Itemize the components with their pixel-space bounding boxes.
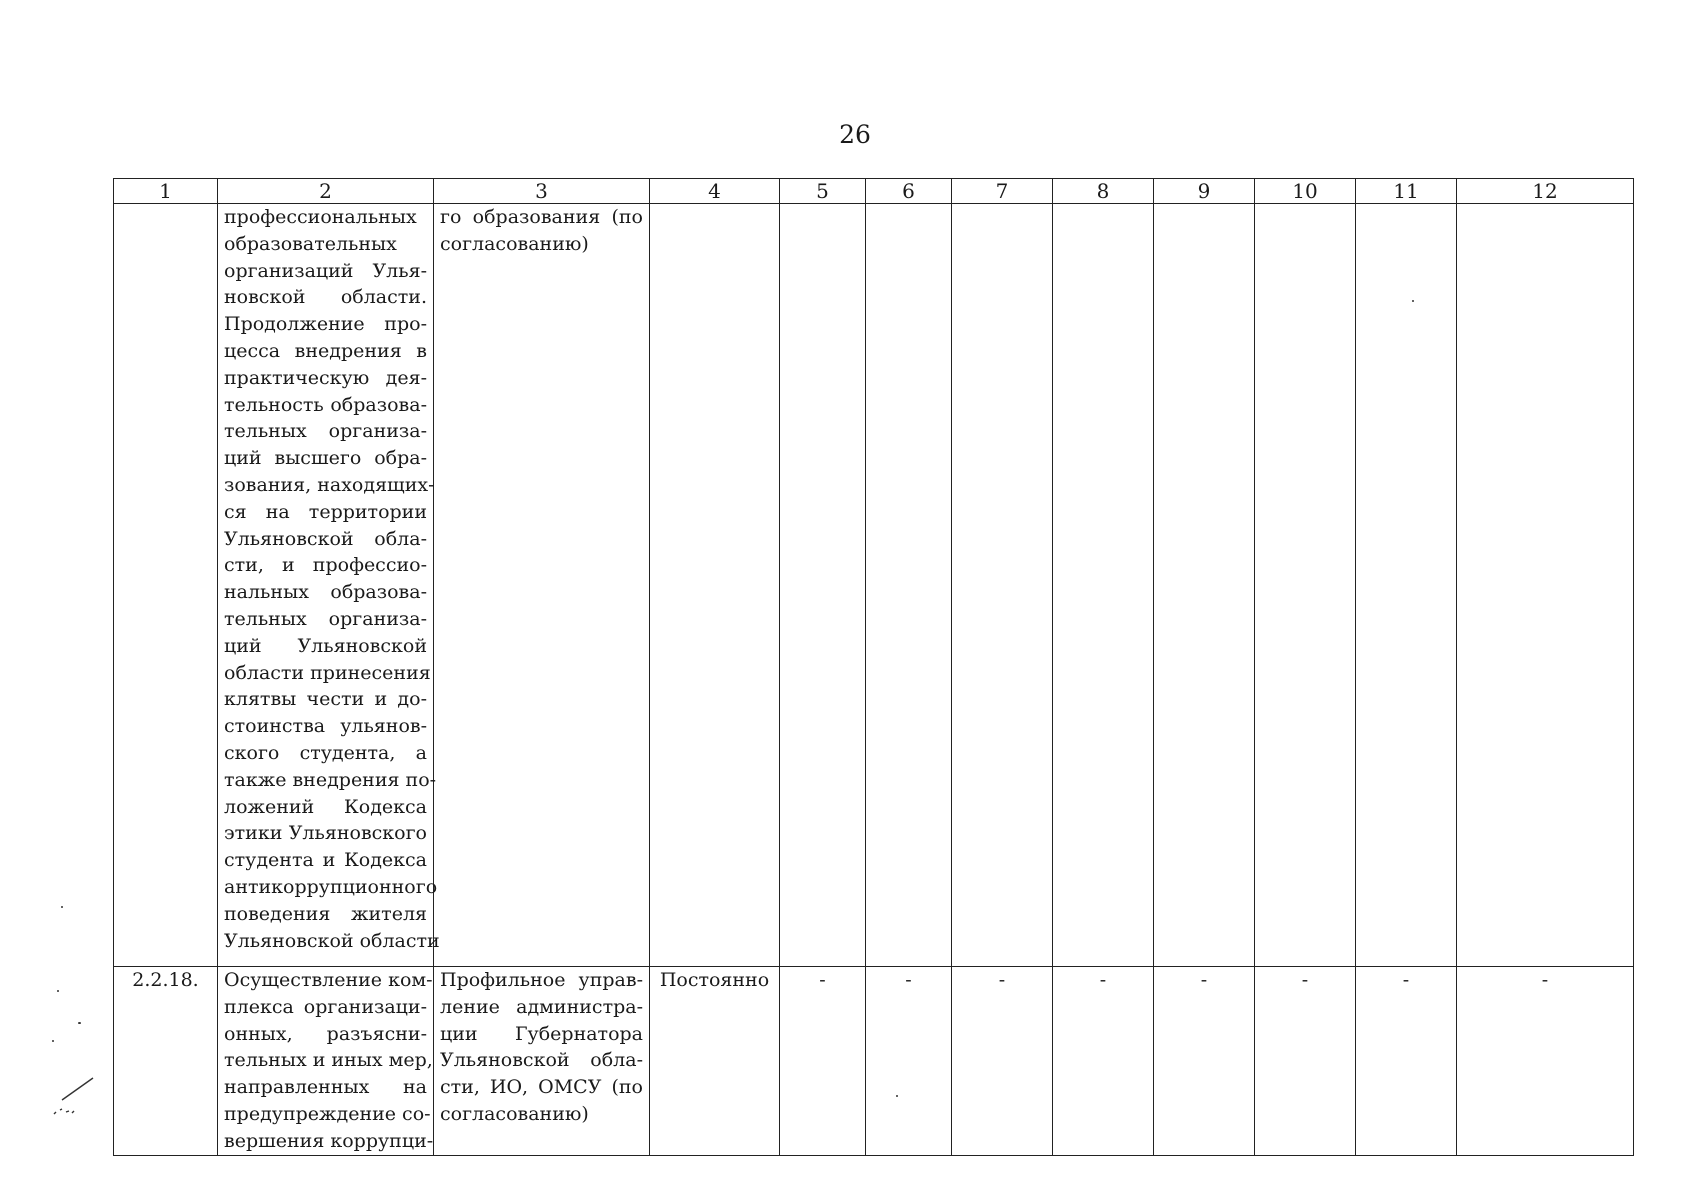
text-line: этики Ульяновского xyxy=(224,822,427,845)
text-line: направленных на xyxy=(224,1076,427,1099)
scan-speck xyxy=(78,1022,81,1024)
empty-cell xyxy=(866,204,952,967)
text-line: сти, и профессио- xyxy=(224,554,427,577)
row-number-cell: 2.2.18. xyxy=(114,967,218,1156)
text-line: плекса организаци- xyxy=(224,995,427,1018)
text-line: антикоррупционного xyxy=(224,875,438,898)
text-line: Осуществление ком- xyxy=(224,969,433,991)
header-cell: 3 xyxy=(434,179,650,204)
scan-speck xyxy=(1412,300,1414,302)
text-line: Продолжение про- xyxy=(224,313,427,336)
empty-cell xyxy=(780,204,866,967)
dash-cell: - xyxy=(1255,967,1356,1156)
row-number-cell xyxy=(114,204,218,967)
dash-cell: - xyxy=(1053,967,1154,1156)
text-line: новской области. xyxy=(224,286,427,309)
empty-cell xyxy=(1053,204,1154,967)
header-cell: 2 xyxy=(218,179,434,204)
text-line: также внедрения по- xyxy=(224,768,437,791)
scan-speck xyxy=(896,1095,898,1097)
text-line: ся на территории xyxy=(224,500,427,523)
text-line: студента и Кодекса xyxy=(224,849,427,872)
table-row-2-2-18 xyxy=(114,967,1634,1156)
deadline-cell: Постоянно xyxy=(650,967,780,1156)
header-cell: 9 xyxy=(1154,179,1255,204)
dash-cell: - xyxy=(866,967,952,1156)
empty-cell xyxy=(1154,204,1255,967)
text-line: ложений Кодекса xyxy=(224,795,427,818)
text-line: профессиональных xyxy=(224,206,417,228)
header-cell: 6 xyxy=(866,179,952,204)
text-line: тельность образова- xyxy=(224,393,427,416)
text-line: тельных организа- xyxy=(224,607,427,630)
scan-speck xyxy=(57,990,59,992)
text-line: ций Ульяновской xyxy=(224,634,427,657)
text-line: Ульяновской области xyxy=(224,929,440,952)
header-cell: 10 xyxy=(1255,179,1356,204)
text-line: ского студента, а xyxy=(224,741,427,764)
text-line: поведения жителя xyxy=(224,902,427,925)
scan-speck xyxy=(61,906,63,908)
measure-description-cell xyxy=(218,204,440,967)
text-line: го образования (по xyxy=(440,206,643,228)
empty-cell xyxy=(650,204,780,967)
text-line: предупреждение со- xyxy=(224,1102,431,1125)
empty-cell xyxy=(1356,204,1457,967)
text-line: зования, находящих- xyxy=(224,473,435,496)
text-line: Профильное управ- xyxy=(440,969,643,991)
text-line: ление администра- xyxy=(440,995,643,1018)
header-cell: 5 xyxy=(780,179,866,204)
empty-cell xyxy=(952,204,1053,967)
text-line: сти, ИО, ОМСУ (по xyxy=(440,1076,643,1099)
text-line: ции Губернатора xyxy=(440,1022,643,1045)
dash-cell: - xyxy=(1154,967,1255,1156)
header-cell: 11 xyxy=(1356,179,1457,204)
responsible-cell xyxy=(434,204,650,967)
text-line: клятвы чести и до- xyxy=(224,688,427,711)
header-cell: 1 xyxy=(114,179,218,204)
text-line: организаций Улья- xyxy=(224,259,427,282)
dash-cell: - xyxy=(780,967,866,1156)
dash-cell: - xyxy=(952,967,1053,1156)
header-cell: 12 xyxy=(1457,179,1634,204)
text-line: вершения коррупци- xyxy=(224,1129,434,1152)
text-line: тельных и иных мер, xyxy=(224,1049,433,1072)
empty-cell xyxy=(1255,204,1356,967)
header-cell: 8 xyxy=(1053,179,1154,204)
text-line: области принесения xyxy=(224,661,431,684)
text-line: образовательных xyxy=(224,232,397,255)
text-line: цесса внедрения в xyxy=(224,339,427,362)
text-line: ций высшего обра- xyxy=(224,447,427,470)
responsible-cell xyxy=(434,967,650,1156)
text-line: стоинства ульянов- xyxy=(224,715,427,738)
text-line: согласованию) xyxy=(440,1102,589,1125)
column-number-header-row xyxy=(114,179,1634,204)
text-line: онных, разъясни- xyxy=(224,1022,427,1045)
header-cell: 7 xyxy=(952,179,1053,204)
text-line: Ульяновской обла- xyxy=(440,1049,643,1072)
text-line: Ульяновской обла- xyxy=(224,527,427,550)
continued-row xyxy=(114,204,1634,967)
text-line: нальных образова- xyxy=(224,581,427,604)
page-number: 26 xyxy=(839,120,871,149)
dash-cell: - xyxy=(1457,967,1634,1156)
text-line: тельных организа- xyxy=(224,420,427,443)
margin-pen-mark xyxy=(48,1070,98,1120)
measure-description-cell xyxy=(218,967,434,1156)
scan-speck xyxy=(52,1040,54,1042)
dash-cell: - xyxy=(1356,967,1457,1156)
header-cell: 4 xyxy=(650,179,780,204)
text-line: согласованию) xyxy=(440,232,589,255)
empty-cell xyxy=(1457,204,1634,967)
plan-table xyxy=(113,178,1634,1156)
text-line: практическую дея- xyxy=(224,366,427,389)
